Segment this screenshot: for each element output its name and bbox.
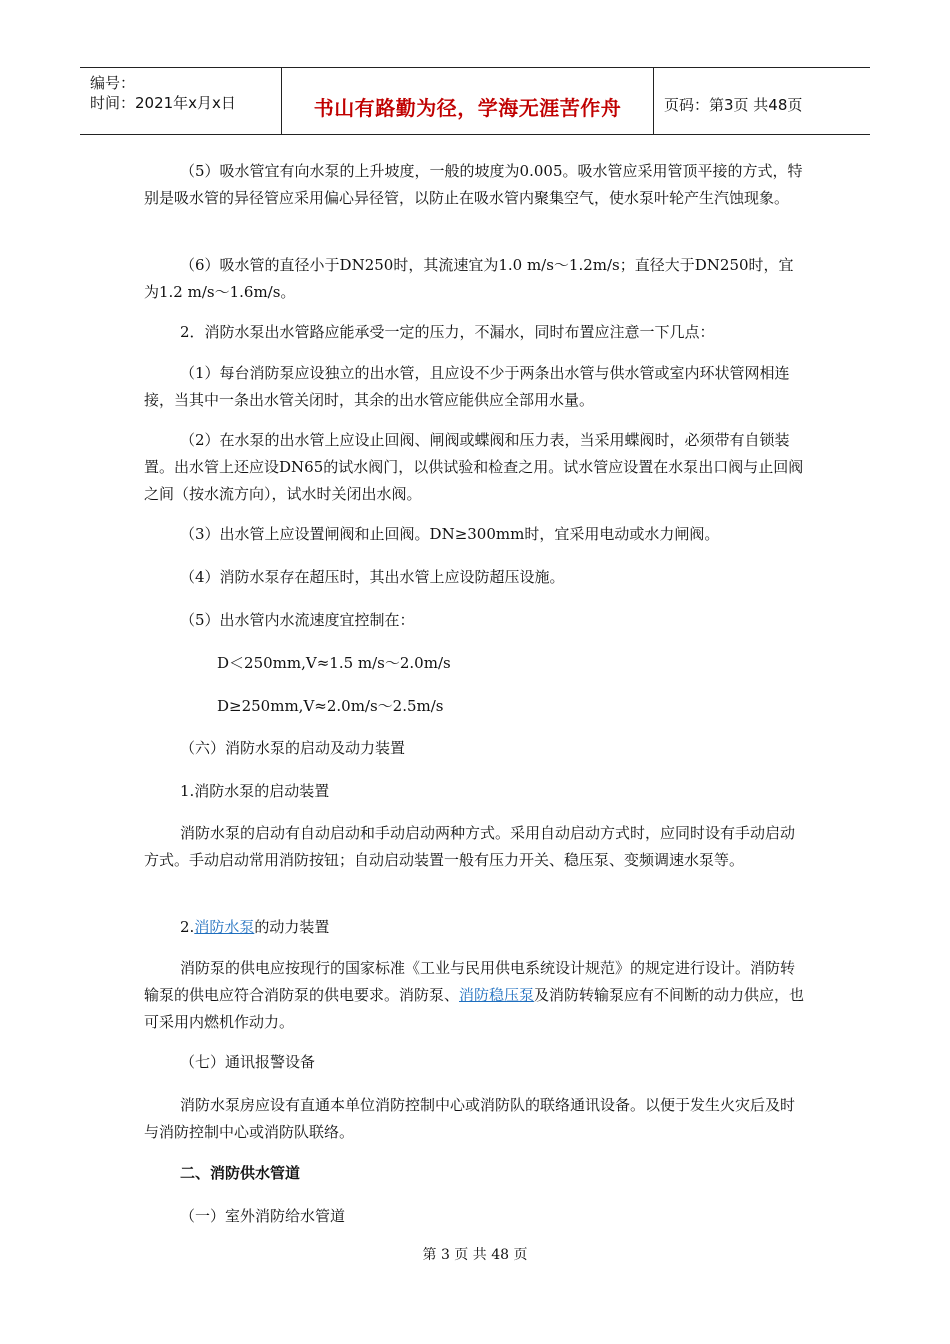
paragraph-communication: 消防水泵房应设有直通本单位消防控制中心或消防队的联络通讯设备。以便于发生火灾后及时与消防控制中心或消防队联络。 xyxy=(144,1096,796,1141)
paragraph-discharge-4: （4）消防水泵存在超压时，其出水管上应设防超压设施。 xyxy=(180,568,565,586)
section-heading-7: （七）通讯报警设备 xyxy=(180,1053,316,1071)
formula-line-2: D≥250mm,V≈2.0m/s～2.5m/s xyxy=(217,697,444,715)
power-supply-text-a: 消防泵的供电应按现行的国家标准《工业与民用供电系统设计规范》的规定进行设计。消防转输泵的供电应符合消防泵的供电要求。消防泵、 xyxy=(144,959,796,1004)
page-header xyxy=(80,67,870,135)
power-device-rest: 的动力装置 xyxy=(254,918,330,936)
fire-pump-link[interactable]: 消防水泵 xyxy=(194,918,255,936)
code-label: 编号： xyxy=(90,74,136,92)
paragraph-start-device: 消防水泵的启动有自动启动和手动启动两种方式。采用自动启动方式时，应同时设有手动启动方式。手动启动常用消防按钮；自动启动装置一般有压力开关、稳压泵、变频调速水泵等。 xyxy=(144,824,796,869)
section-heading-outdoor-pipes: （一）室外消防给水管道 xyxy=(180,1207,346,1225)
section-heading-6: （六）消防水泵的启动及动力装置 xyxy=(180,739,406,757)
page-footer: 第 3 页 共 48 页 xyxy=(422,1247,528,1263)
paragraph-suction-velocity: （6）吸水管的直径小于DN250时，其流速宜为1.0 m/s～1.2m/s；直径大于DN250时，宜为1.2 m/s～1.6m/s。 xyxy=(144,256,794,301)
header-motto-cell xyxy=(282,68,654,134)
header-info-cell xyxy=(80,68,282,134)
date-label: 时间：2021年x月x日 xyxy=(90,94,236,112)
paragraph-power-supply xyxy=(144,955,808,1036)
subheading-power-device xyxy=(144,914,808,941)
stabilizing-pump-link[interactable]: 消防稳压泵 xyxy=(459,986,535,1004)
subheading-start-device: 1.消防水泵的启动装置 xyxy=(180,782,330,800)
paragraph-discharge-1: （1）每台消防泵应设独立的出水管，且应设不少于两条出水管与供水管或室内环状管网相连接，当其中一条出水管关闭时，其余的出水管应能供应全部用水量。 xyxy=(144,364,790,409)
chapter-heading-supply-pipes: 二、消防供水管道 xyxy=(180,1164,301,1182)
power-device-number: 2. xyxy=(180,918,195,936)
paragraph-discharge-3: （3）出水管上应设置闸阀和止回阀。DN≥300mm时，宜采用电动或水力闸阀。 xyxy=(180,525,720,543)
paragraph-discharge-2: （2）在水泵的出水管上应设止回阀、闸阀或蝶阀和压力表，当采用蝶阀时，必须带有自锁装置。出水管上还应设DN65的试水阀门，以供试验和检查之用。试水管应设置在水泵出口阀与止回阀之间（按水流方向），试水时关闭出水阀。 xyxy=(144,431,804,503)
header-page-label: 页码：第3页 共48页 xyxy=(664,96,803,114)
formula-line-1: D＜250mm,V≈1.5 m/s～2.0m/s xyxy=(217,654,451,672)
motto: 书山有路勤为径，学海无涯苦作舟 xyxy=(313,96,622,120)
paragraph-discharge-intro: 2．消防水泵出水管路应能承受一定的压力，不漏水，同时布置应注意一下几点： xyxy=(180,323,715,341)
header-page-cell xyxy=(654,68,870,134)
paragraph-suction-slope: （5）吸水管宜有向水泵的上升坡度，一般的坡度为0.005。吸水管应采用管顶平接的方式，特别是吸水管的异径管应采用偏心异径管，以防止在吸水管内聚集空气，使水泵叶轮产生汽蚀现象。 xyxy=(144,162,803,207)
paragraph-discharge-5: （5）出水管内水流速度宜控制在： xyxy=(180,611,415,629)
power-supply-text-b: 及消防转输泵应有不间断的动力供应，也可采用内燃机作动力。 xyxy=(144,986,805,1031)
